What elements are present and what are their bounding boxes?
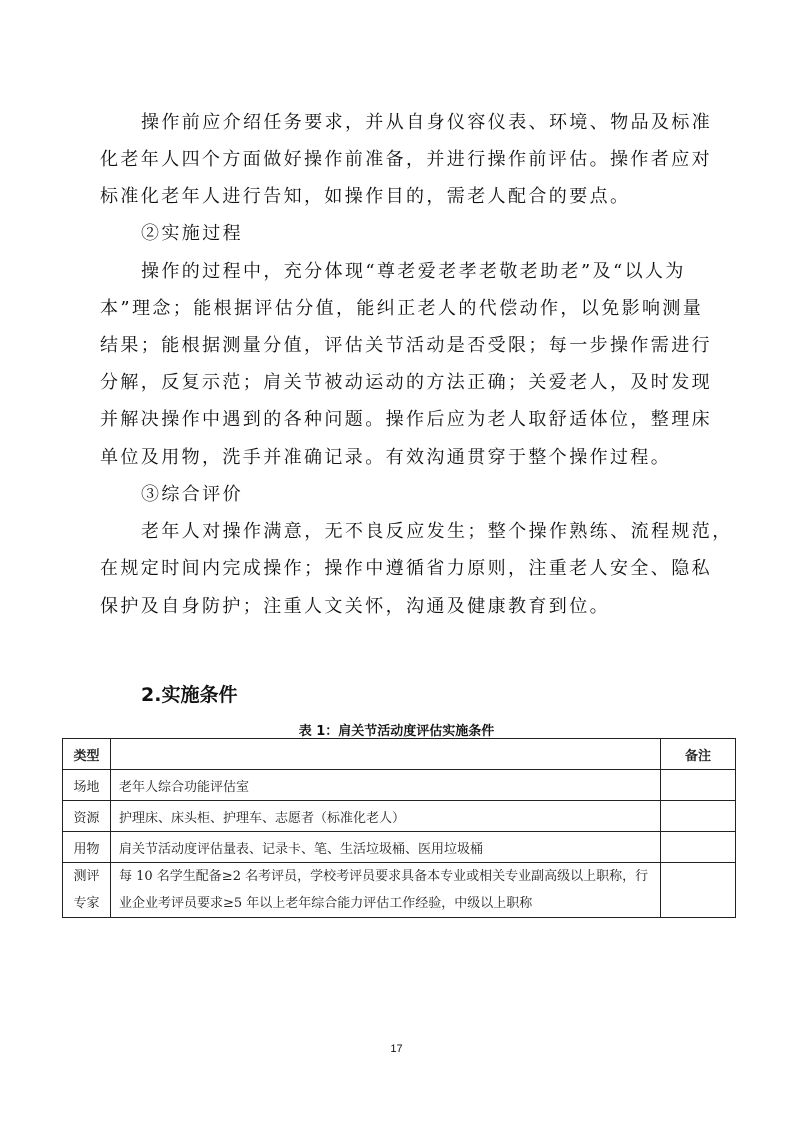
- table-caption: 表 1：肩关节活动度评估实施条件: [298, 724, 495, 739]
- paragraph-line: 标准化老年人进行告知，如操作目的，需老人配合的要点。: [100, 186, 631, 207]
- header-cell: 类型: [63, 739, 111, 770]
- table-row: [63, 770, 736, 801]
- note-cell: [661, 832, 736, 863]
- paragraph-line: 并解决操作中遇到的各种问题。操作后应为老人取舒适体位，整理床: [100, 409, 712, 430]
- note-cell: [661, 863, 736, 918]
- table-header-row: [63, 739, 736, 770]
- table-row: [63, 863, 736, 918]
- content-cell: 每 10 名学生配备≥2 名考评员，学校考评员要求具备本专业或相关专业副高级以上职称，行业企业考评员要求≥5 年以上老年综合能力评估工作经验，中级以上职称: [111, 863, 661, 918]
- paragraph-line: 在规定时间内完成操作；操作中遵循省力原则，注重老人安全、隐私: [100, 558, 712, 579]
- type-cell: 资源: [63, 801, 111, 832]
- note-cell: [661, 801, 736, 832]
- header-cell: 备注: [661, 739, 736, 770]
- section-heading: 2.实施条件: [141, 684, 238, 706]
- page-number: 17: [390, 1043, 403, 1055]
- table-row: [63, 801, 736, 832]
- paragraph-line: 操作的过程中，充分体现“尊老爱老孝老敬老助老”及“以人为: [141, 261, 686, 282]
- content-cell: 老年人综合功能评估室: [111, 770, 661, 801]
- type-cell: 用物: [63, 832, 111, 863]
- content-cell: 护理床、床头柜、护理车、志愿者（标准化老人）: [111, 801, 661, 832]
- subheading: ②实施过程: [141, 223, 243, 244]
- content-cell: 肩关节活动度评估量表、记录卡、笔、生活垃圾桶、医用垃圾桶: [111, 832, 661, 863]
- table-row: [63, 832, 736, 863]
- paragraph-line: 本”理念；能根据评估分值，能纠正老人的代偿动作，以免影响测量: [100, 298, 704, 319]
- paragraph-line: 化老年人四个方面做好操作前准备，并进行操作前评估。操作者应对: [100, 149, 712, 170]
- note-cell: [661, 770, 736, 801]
- header-cell: [111, 739, 661, 770]
- type-cell: 场地: [63, 770, 111, 801]
- paragraph-line: 保护及自身防护；注重人文关怀，沟通及健康教育到位。: [100, 596, 610, 617]
- type-cell: 测评专家: [63, 863, 111, 918]
- paragraph-line: 单位及用物，洗手并准确记录。有效沟通贯穿于整个操作过程。: [100, 447, 672, 468]
- subheading: ③综合评价: [141, 484, 243, 505]
- paragraph-line: 老年人对操作满意，无不良反应发生；整个操作熟练、流程规范，: [141, 521, 733, 542]
- paragraph-line: 操作前应介绍任务要求，并从自身仪容仪表、环境、物品及标准: [141, 112, 713, 133]
- paragraph-line: 结果；能根据测量分值，评估关节活动是否受限；每一步操作需进行: [100, 335, 712, 356]
- paragraph-line: 分解，反复示范；肩关节被动运动的方法正确；关爱老人，及时发现: [100, 372, 712, 393]
- conditions-table: [62, 738, 736, 918]
